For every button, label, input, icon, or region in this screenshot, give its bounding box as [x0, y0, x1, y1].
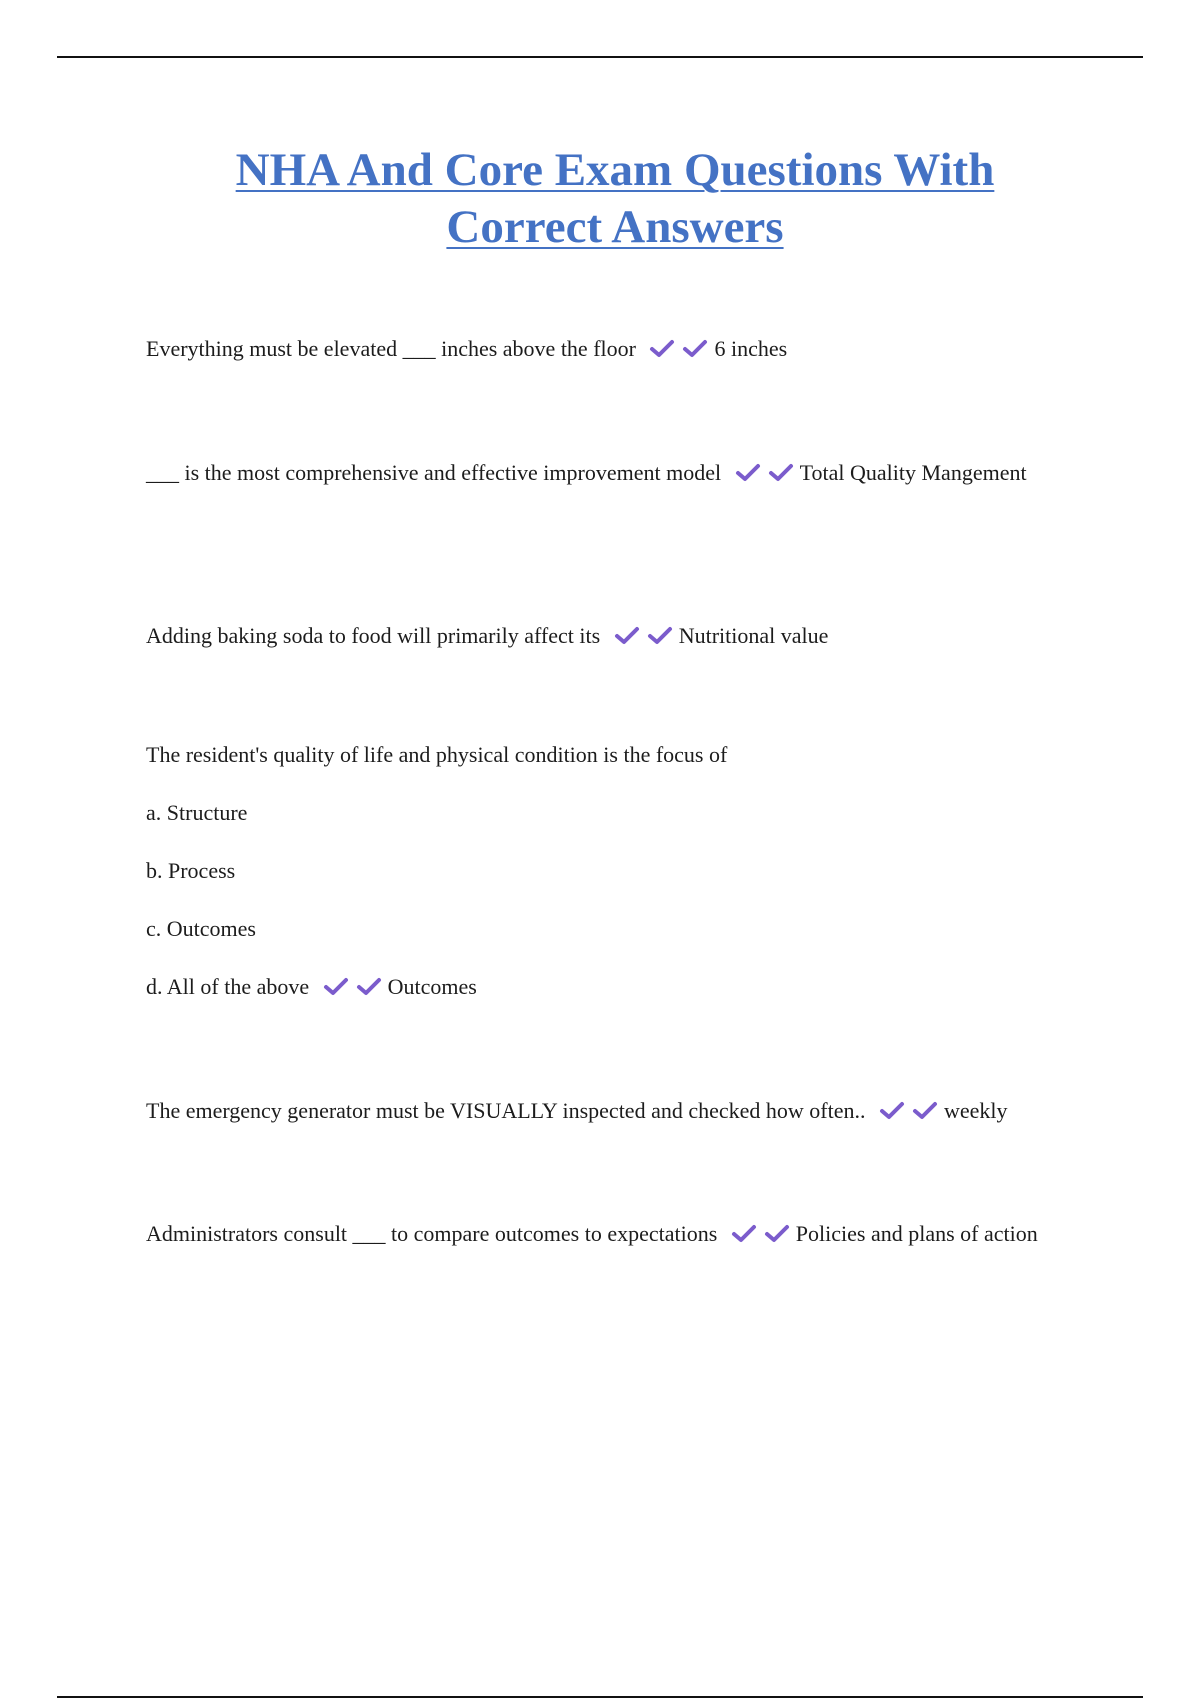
checkmark-icon: [735, 463, 761, 483]
qa-item: [146, 327, 1106, 374]
option-d-line: [146, 965, 1106, 1023]
answer-text: 6 inches: [714, 336, 788, 361]
checkmark-icon: [682, 339, 708, 359]
check-marks: [879, 1092, 940, 1136]
checkmark-icon: [614, 626, 640, 646]
qa-line: [146, 451, 1106, 498]
question-text: Administrators consult ___ to compare outcomes to expectations: [146, 1221, 718, 1246]
answer-text: Outcomes: [387, 974, 477, 999]
qa-line: [146, 614, 1106, 661]
checkmark-icon: [764, 1224, 790, 1244]
question-text: The resident's quality of life and physical condition is the focus of: [146, 742, 728, 767]
checkmark-icon: [731, 1224, 757, 1244]
checkmark-icon: [323, 977, 349, 997]
check-marks: [735, 454, 796, 498]
checkmark-icon: [912, 1101, 938, 1121]
qa-line: [146, 327, 1106, 374]
answer-text: Policies and plans of action: [795, 1221, 1038, 1246]
check-marks: [323, 968, 384, 1012]
header-rule: [57, 56, 1143, 58]
checkmark-icon: [649, 339, 675, 359]
check-marks: [649, 330, 710, 374]
title-line-1: NHA And Core Exam Questions With: [235, 144, 995, 196]
answer-text: Nutritional value: [678, 623, 829, 648]
option-b: b. Process: [146, 858, 236, 883]
qa-line: [146, 1089, 1146, 1136]
qa-item: [146, 451, 1106, 498]
question-text: ___ is the most comprehensive and effective improvement model: [146, 460, 722, 485]
title-line-2: Correct Answers: [446, 201, 784, 253]
checkmark-icon: [879, 1101, 905, 1121]
checkmark-icon: [768, 463, 794, 483]
question-text: Everything must be elevated ___ inches above the floor: [146, 336, 636, 361]
qa-item: [146, 1212, 1106, 1259]
answer-text: weekly: [943, 1098, 1008, 1123]
document-title: [150, 142, 1080, 256]
option-a: a. Structure: [146, 800, 248, 825]
qa-item: [146, 614, 1106, 661]
footer-rule: [57, 1696, 1143, 1698]
option-d: d. All of the above: [146, 974, 310, 999]
checkmark-icon: [647, 626, 673, 646]
answer-text: Total Quality Mangement: [799, 460, 1027, 485]
question-text: The emergency generator must be VISUALLY inspected and checked how often..: [146, 1098, 866, 1123]
checkmark-icon: [356, 977, 382, 997]
qa-item: [146, 733, 1106, 1023]
qa-line: [146, 1212, 1106, 1259]
qa-item: [146, 1089, 1146, 1136]
check-marks: [614, 617, 675, 661]
question-text: Adding baking soda to food will primarily affect its: [146, 623, 601, 648]
option-c: c. Outcomes: [146, 916, 256, 941]
check-marks: [731, 1215, 792, 1259]
